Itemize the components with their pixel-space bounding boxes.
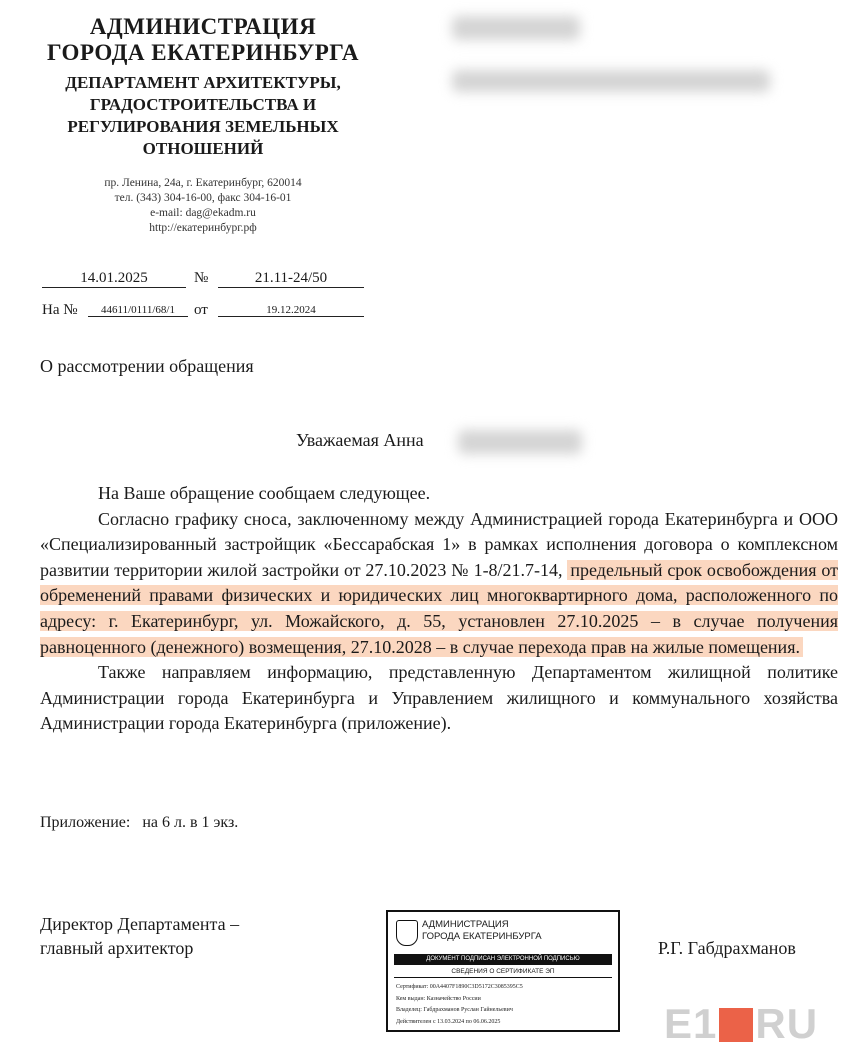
stamp-cert-line: Владелец: Габдрахманов Руслан Гайнельевич — [396, 1007, 513, 1013]
dept-line-1: ДЕПАРТАМЕНТ АРХИТЕКТУРЫ, — [65, 73, 341, 92]
phone: тел. (343) 304-16-00, факс 304-16-01 — [114, 192, 292, 204]
position-line-2: главный архитектор — [40, 938, 194, 958]
dept-line-3: РЕГУЛИРОВАНИЯ ЗЕМЕЛЬНЫХ — [67, 117, 339, 136]
coat-of-arms-icon — [396, 920, 418, 946]
outgoing-date: 14.01.2025 — [42, 270, 186, 288]
signer-position — [40, 912, 239, 960]
stamp-cert-line: Сертификат: 00A4407F1890C3D5172C3085395C5 — [396, 984, 523, 990]
org-name — [30, 14, 376, 66]
position-line-1: Директор Департамента – — [40, 914, 240, 934]
ref-label: На № — [42, 302, 78, 318]
stamp-org-line-2: ГОРОДА ЕКАТЕРИНБУРГА — [422, 931, 542, 942]
letter-body — [40, 481, 838, 737]
e-signature-stamp — [386, 910, 620, 1032]
ref-number: 44611/0111/68/1 — [88, 304, 188, 317]
paragraph-2 — [40, 507, 838, 661]
signer-name: Р.Г. Габдрахманов — [658, 938, 796, 958]
e1-watermark — [664, 1000, 818, 1048]
stamp-signed-bar: ДОКУМЕНТ ПОДПИСАН ЭЛЕКТРОННОЙ ПОДПИСЬЮ — [394, 954, 612, 965]
dept-line-2: ГРАДОСТРОИТЕЛЬСТВА И — [89, 95, 317, 114]
addressee-redacted — [452, 16, 580, 40]
stamp-org — [422, 919, 542, 943]
watermark-square-icon — [719, 1008, 753, 1042]
subject: О рассмотрении обращения — [40, 356, 254, 376]
contacts — [30, 176, 376, 236]
website: http://екатеринбург.рф — [149, 222, 257, 234]
addressee-redacted-2 — [452, 70, 770, 92]
number-label: № — [194, 270, 209, 286]
org-line-2: ГОРОДА ЕКАТЕРИНБУРГА — [47, 40, 359, 65]
ref-date: 19.12.2024 — [218, 304, 364, 317]
paragraph-2-text: Согласно графику сноса, заключенному между Администрацией города Екатеринбурга и ООО «Специализированный застройщик «Бессарабская 1» в рамках исполнения договора о комплексном развитии территории жилой застройки от 27.10.2023 № 1-8/21.7-14, — [40, 508, 838, 580]
watermark-left: E1 — [664, 1000, 718, 1047]
outgoing-number: 21.11-24/50 — [218, 270, 364, 288]
email: e-mail: dag@ekadm.ru — [150, 207, 256, 219]
attachment: Приложение: на 6 л. в 1 экз. — [40, 814, 239, 831]
paragraph-3: Также направляем информацию, представленную Департаментом жилищной политике Администрации города Екатеринбурга и Управлением жилищного и коммунального хозяйства Администрации города Екатеринбурга (приложение). — [40, 662, 838, 734]
department-name — [30, 72, 376, 160]
paragraph-1: На Ваше обращение сообщаем следующее. — [98, 483, 431, 503]
address: пр. Ленина, 24а, г. Екатеринбург, 620014 — [104, 177, 302, 189]
dept-line-4: ОТНОШЕНИЙ — [142, 139, 264, 158]
salutation-redacted — [458, 430, 582, 454]
stamp-cert-details — [396, 982, 614, 1028]
salutation: Уважаемая Анна — [296, 430, 424, 450]
watermark-right: RU — [755, 1000, 819, 1047]
org-line-1: АДМИНИСТРАЦИЯ — [89, 14, 317, 39]
stamp-cert-line: Кем выдан: Казначейство России — [396, 995, 481, 1002]
highlighted-deadline: предельный срок освобождения от обременений правами физических и юридических лиц многоквартирного дома, расположенного по адресу: г. Екатеринбург, ул. Можайского, д. 55, установлен 27.10.2025 – в случае получения равноценного (денежного) возмещения, 27.10.2028 – в случае перехода прав на жилые помещения. — [40, 559, 838, 657]
stamp-cert-header: СВЕДЕНИЯ О СЕРТИФИКАТЕ ЭП — [394, 968, 612, 978]
from-label: от — [194, 302, 208, 318]
stamp-cert-line: Действителен с 13.03.2024 по 06.06.2025 — [396, 1018, 501, 1025]
stamp-org-line-1: АДМИНИСТРАЦИЯ — [422, 919, 509, 930]
